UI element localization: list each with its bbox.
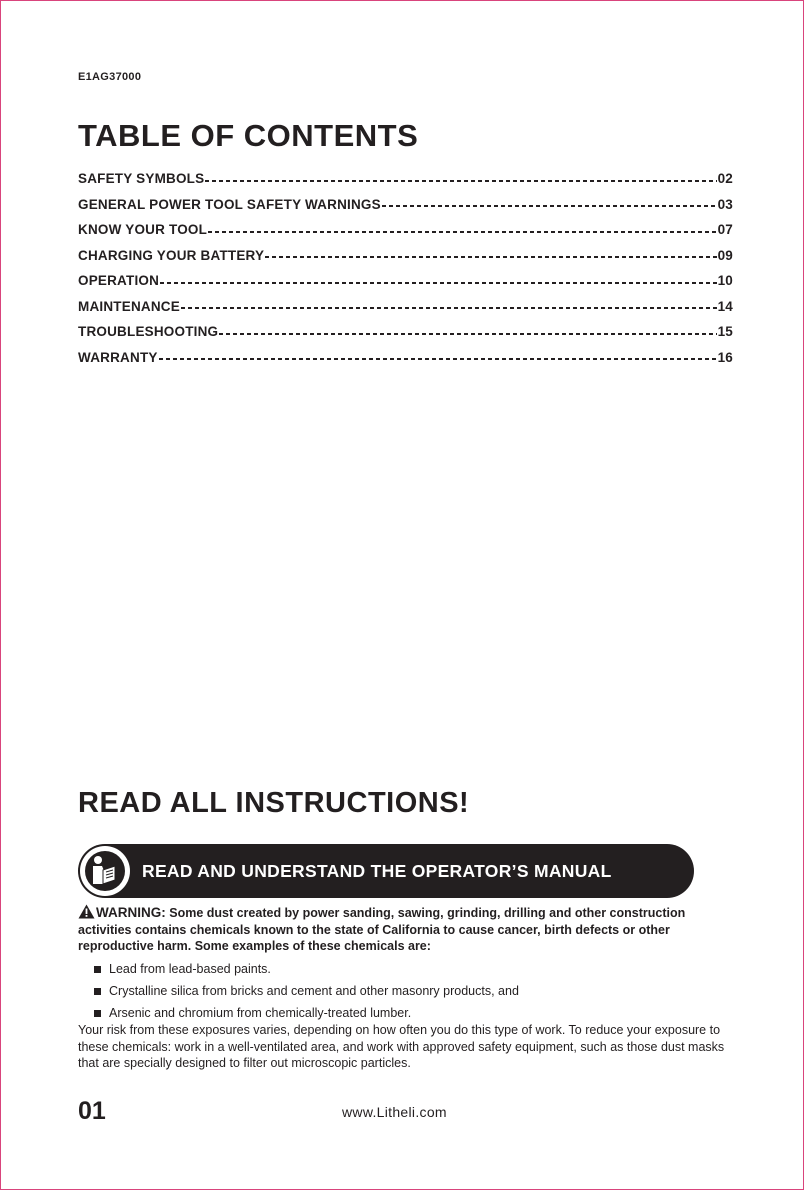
list-item-text: Crystalline silica from bricks and cement and other masonry products, and xyxy=(109,984,519,998)
toc-entry[interactable] xyxy=(78,268,733,294)
toc-entry[interactable] xyxy=(78,345,733,371)
list-item xyxy=(94,980,519,1002)
toc-entry-page: 14 xyxy=(717,298,733,314)
bullet-square xyxy=(94,988,101,995)
toc-entry-label: TROUBLESHOOTING xyxy=(78,324,219,339)
toc-entry-page: 03 xyxy=(717,196,733,212)
bullet-square xyxy=(94,1010,101,1017)
toc-entry-label: SAFETY SYMBOLS xyxy=(78,171,205,186)
toc-entry[interactable] xyxy=(78,294,733,320)
toc-leader xyxy=(159,358,717,360)
page-number: 01 xyxy=(78,1097,106,1125)
toc-leader xyxy=(160,282,717,284)
toc-entry-label: CHARGING YOUR BATTERY xyxy=(78,247,265,263)
toc-entry-label: KNOW YOUR TOOL xyxy=(78,222,208,237)
toc-entry-page: 02 xyxy=(717,171,733,186)
list-item xyxy=(94,1002,519,1024)
bullet-square xyxy=(94,966,101,973)
toc-entry[interactable] xyxy=(78,166,733,192)
toc-entry-label: OPERATION xyxy=(78,273,160,288)
toc-entry-page: 07 xyxy=(717,222,733,237)
list-item-text: Lead from lead-based paints. xyxy=(109,962,271,976)
toc-entry-page: 09 xyxy=(717,247,733,263)
toc-entry[interactable] xyxy=(78,243,733,269)
table-of-contents xyxy=(78,166,733,370)
toc-entry-page: 16 xyxy=(717,349,733,365)
read-all-instructions-heading: READ ALL INSTRUCTIONS! xyxy=(78,787,470,819)
toc-entry-label: WARRANTY xyxy=(78,349,158,365)
toc-entry[interactable] xyxy=(78,319,733,345)
chemical-examples-list xyxy=(94,958,519,1024)
toc-entry[interactable] xyxy=(78,217,733,243)
list-item xyxy=(94,958,519,980)
toc-entry[interactable] xyxy=(78,192,733,218)
toc-leader xyxy=(208,231,717,233)
toc-leader xyxy=(265,256,716,258)
banner-text: READ AND UNDERSTAND THE OPERATOR’S MANUAL xyxy=(142,860,612,881)
warning-triangle-icon xyxy=(78,904,95,919)
toc-entry-label: MAINTENANCE xyxy=(78,298,180,314)
warning-text: Some dust created by power sanding, sawing, grinding, drilling and other construction activities contains chemicals known to the state of California to cause cancer, birth defects or other reproductive harm. Some examples of these chemicals are: xyxy=(78,906,686,953)
list-item-text: Arsenic and chromium from chemically-treated lumber. xyxy=(109,1006,412,1020)
operator-manual-banner xyxy=(78,844,694,898)
document-code: E1AG37000 xyxy=(78,71,142,83)
toc-leader xyxy=(181,307,717,309)
toc-leader xyxy=(205,180,716,182)
toc-title: TABLE OF CONTENTS xyxy=(78,118,419,153)
read-manual-icon xyxy=(80,846,130,896)
california-warning xyxy=(78,904,738,955)
toc-leader xyxy=(382,205,717,207)
toc-entry-page: 10 xyxy=(717,273,733,288)
warning-label: WARNING: xyxy=(96,905,166,920)
toc-entry-label: GENERAL POWER TOOL SAFETY WARNINGS xyxy=(78,196,381,212)
risk-paragraph: Your risk from these exposures varies, depending on how often you do this type of work. To reduce your exposure to these chemicals: work in a well-ventilated area, and work with approved safety equipment, such as those dust masks that are specially designed to filter out microscopic particles. xyxy=(78,1023,725,1070)
toc-leader xyxy=(219,333,716,335)
website-link[interactable]: www.Litheli.com xyxy=(342,1104,447,1120)
toc-entry-page: 15 xyxy=(717,324,733,339)
